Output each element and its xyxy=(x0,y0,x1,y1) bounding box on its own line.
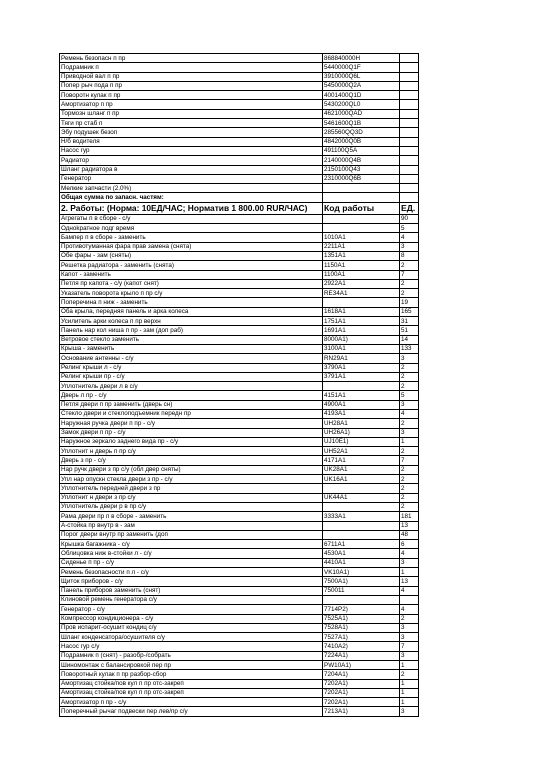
row-qty-cell xyxy=(400,174,419,183)
row-name-cell: Эбу подушек безоп xyxy=(60,128,323,137)
row-qty-cell: 19 xyxy=(400,298,419,307)
table-row xyxy=(60,661,419,670)
table-row xyxy=(60,242,419,251)
table-row xyxy=(60,233,419,242)
row-code-cell: RN29A1 xyxy=(323,354,400,363)
table-row xyxy=(60,335,419,344)
row-code-cell: PW10A1) xyxy=(323,661,400,670)
row-code-cell: 4900A1 xyxy=(323,400,400,409)
row-qty-cell: 1 xyxy=(400,661,419,670)
row-qty-cell: 1 xyxy=(400,679,419,688)
row-name-cell: Компрессор кондиционера - с/у xyxy=(60,614,323,623)
row-qty-cell: 7 xyxy=(400,456,419,465)
row-name-cell: Амортизац стойка/пов кул п пр отс-закреп xyxy=(60,679,323,688)
row-qty-cell: 165 xyxy=(400,307,419,316)
row-qty-cell xyxy=(400,146,419,155)
row-name-cell: Ветровое стекло заменить xyxy=(60,335,323,344)
row-name-cell: А-стойка пр внутр в - зам xyxy=(60,521,323,530)
row-name-cell: Сиденье п пр - с/у xyxy=(60,558,323,567)
row-code-cell: 1100A1 xyxy=(323,270,400,279)
row-qty-cell: 14 xyxy=(400,335,419,344)
row-name-cell: Панель нар кол ниша п пр - зам (доп раб) xyxy=(60,326,323,335)
row-qty-cell: 1 xyxy=(400,568,419,577)
table-row xyxy=(60,165,419,174)
table-row xyxy=(60,633,419,642)
row-name-cell: Тяги пр стаб п xyxy=(60,119,323,128)
row-name-cell: Поворотн кулак п пр xyxy=(60,91,323,100)
row-name-cell: Петля двери п пр заменить (дверь сн) xyxy=(60,400,323,409)
row-name-cell: Радиатор xyxy=(60,156,323,165)
table-row xyxy=(60,558,419,567)
table-row xyxy=(60,214,419,223)
row-qty-cell: 3 xyxy=(400,651,419,660)
row-code-cell: 4001400Q1D xyxy=(323,91,400,100)
row-qty-cell: 90 xyxy=(400,214,419,223)
table-row xyxy=(60,530,419,539)
row-qty-cell xyxy=(400,54,419,63)
row-qty-cell: 7 xyxy=(400,270,419,279)
table-row xyxy=(60,119,419,128)
row-code-cell: VK10A1) xyxy=(323,568,400,577)
row-code-cell: 3100A1 xyxy=(323,344,400,353)
table-row xyxy=(60,409,419,418)
table-row xyxy=(60,540,419,549)
row-code-cell: 4530A1 xyxy=(323,549,400,558)
row-qty-cell: 3 xyxy=(400,707,419,716)
table-row xyxy=(60,298,419,307)
row-code-cell: 4193A1 xyxy=(323,409,400,418)
row-name-cell: Приводной вал п пр xyxy=(60,72,323,81)
row-qty-cell xyxy=(400,72,419,81)
row-qty-cell: 7 xyxy=(400,642,419,651)
row-qty-cell xyxy=(400,137,419,146)
row-code-cell: 3910000Q6L xyxy=(323,72,400,81)
row-code-cell: 3333A1 xyxy=(323,512,400,521)
row-code-cell: 868840000H xyxy=(323,54,400,63)
row-qty-cell: 5 xyxy=(400,224,419,233)
row-name-cell: Шланг конденсатора/осушителя с/у xyxy=(60,633,323,642)
row-name-cell: Капот - заменить xyxy=(60,270,323,279)
table-row xyxy=(60,679,419,688)
row-qty-cell: 3 xyxy=(400,354,419,363)
row-name-cell: Уплотнитель передней двери з пр xyxy=(60,484,323,493)
row-name-cell: Указатель поворота крыло п пр с/у xyxy=(60,289,323,298)
row-name-cell: Амортизатор п пр - с/у xyxy=(60,698,323,707)
row-name-cell: Подрамник п xyxy=(60,63,323,72)
table-row xyxy=(60,521,419,530)
row-name-cell: Ремень безопасности п л - с/у xyxy=(60,568,323,577)
row-qty-cell: 8 xyxy=(400,251,419,260)
table-row xyxy=(60,614,419,623)
row-code-cell: 2140000Q4B xyxy=(323,156,400,165)
table-row xyxy=(60,456,419,465)
table-row xyxy=(60,251,419,260)
row-qty-cell: 2 xyxy=(400,372,419,381)
row-code-cell: 491100Q5A xyxy=(323,146,400,155)
table-row xyxy=(60,372,419,381)
table-row xyxy=(60,549,419,558)
table-row xyxy=(60,279,419,288)
table-row xyxy=(60,568,419,577)
table-row xyxy=(60,72,419,81)
table-row xyxy=(60,382,419,391)
row-name-cell: Шланг радиатора в xyxy=(60,165,323,174)
row-name-cell: Замок двери п пр - с/у xyxy=(60,428,323,437)
table-row xyxy=(60,595,419,604)
table-row xyxy=(60,261,419,270)
table-row xyxy=(60,156,419,165)
row-code-cell: 7213A1) xyxy=(323,707,400,716)
row-name-cell: Шиномонтаж с балансировкой пер пр xyxy=(60,661,323,670)
row-qty-cell: 2 xyxy=(400,484,419,493)
row-name-cell: Упл нар опускн стекла двери з пр - с/у xyxy=(60,475,323,484)
table-row xyxy=(60,128,419,137)
row-qty-cell: 4 xyxy=(400,605,419,614)
row-name-cell: Поворотный кулак п пр разбор-сбор xyxy=(60,670,323,679)
row-name-cell: Генератор xyxy=(60,174,323,183)
row-code-cell: 1618A1 xyxy=(323,307,400,316)
row-code-cell: UH26A1) xyxy=(323,428,400,437)
row-code-cell xyxy=(323,224,400,233)
row-code-cell: 5440000Q1F xyxy=(323,63,400,72)
row-qty-cell: ЕД. xyxy=(400,202,419,214)
table-row xyxy=(60,270,419,279)
row-name-cell: Решетка радиатора - заменить (снята) xyxy=(60,261,323,270)
row-name-cell: Наружное зеркало заднего вида пр - с/у xyxy=(60,437,323,446)
table-row xyxy=(60,493,419,502)
row-name-cell: Релинг крыши пр - с/у xyxy=(60,372,323,381)
row-name-cell: Нар ручк двери з пр с/у (обл двер сняты) xyxy=(60,465,323,474)
table-row xyxy=(60,317,419,326)
table-row xyxy=(60,688,419,697)
row-qty-cell xyxy=(400,128,419,137)
row-name-cell: Агрегаты п в сборе - с/у xyxy=(60,214,323,223)
row-code-cell: 7202A1) xyxy=(323,688,400,697)
row-qty-cell: 3 xyxy=(400,623,419,632)
row-qty-cell: 1 xyxy=(400,437,419,446)
row-name-cell: Общая сумма по запасн. частям: xyxy=(60,193,323,202)
table-row xyxy=(60,512,419,521)
table-row xyxy=(60,428,419,437)
row-qty-cell: 2 xyxy=(400,475,419,484)
row-code-cell: UH28A1 xyxy=(323,419,400,428)
row-code-cell: 8000A1) xyxy=(323,335,400,344)
row-name-cell: Ремень безопасн п пр xyxy=(60,54,323,63)
row-qty-cell: 3 xyxy=(400,242,419,251)
table-row xyxy=(60,651,419,660)
table-row xyxy=(60,698,419,707)
table-row xyxy=(60,447,419,456)
row-code-cell xyxy=(323,595,400,604)
row-name-cell: Усилитель арки колеса п пр верхн xyxy=(60,317,323,326)
row-qty-cell: 2 xyxy=(400,419,419,428)
row-name-cell: Подрамник п (снят) - разобр-/собрать xyxy=(60,651,323,660)
row-code-cell: UK16A1 xyxy=(323,475,400,484)
row-name-cell: Поперечина п ниж - заменить xyxy=(60,298,323,307)
row-name-cell: Крыша - заменить xyxy=(60,344,323,353)
row-name-cell: Панель приборов заменить (снят) xyxy=(60,586,323,595)
row-qty-cell: 6 xyxy=(400,540,419,549)
table-row xyxy=(60,202,419,214)
row-name-cell: Обе фары - зам (сняты) xyxy=(60,251,323,260)
row-code-cell: UK28A1 xyxy=(323,465,400,474)
row-name-cell: Уплотнит н дверь п пр с/у xyxy=(60,447,323,456)
row-code-cell xyxy=(323,502,400,511)
row-code-cell: UH52A1 xyxy=(323,447,400,456)
row-qty-cell xyxy=(400,184,419,193)
row-name-cell: Крышка багажника - с/у xyxy=(60,540,323,549)
row-code-cell: 2922A1 xyxy=(323,279,400,288)
row-qty-cell: 4 xyxy=(400,549,419,558)
table-row xyxy=(60,354,419,363)
row-qty-cell: 1 xyxy=(400,698,419,707)
row-qty-cell: 5 xyxy=(400,391,419,400)
row-qty-cell: 2 xyxy=(400,670,419,679)
table-row xyxy=(60,344,419,353)
row-qty-cell: 3 xyxy=(400,400,419,409)
row-name-cell: Одноkратное подг время xyxy=(60,224,323,233)
table-row xyxy=(60,146,419,155)
table-row xyxy=(60,484,419,493)
row-qty-cell: 133 xyxy=(400,344,419,353)
row-code-cell: 3790A1 xyxy=(323,363,400,372)
row-name-cell: Попер рыч пода п пр xyxy=(60,81,323,90)
row-code-cell xyxy=(323,298,400,307)
table-row xyxy=(60,100,419,109)
row-name-cell: 2. Работы: (Норма: 10ЕД/ЧАС; Норматив 1 800.00 RUR/ЧАС) xyxy=(60,202,323,214)
row-name-cell: Петля пр капота - с/у (капот снят) xyxy=(60,279,323,288)
row-code-cell: Код работы xyxy=(323,202,400,214)
row-qty-cell: 2 xyxy=(400,465,419,474)
row-code-cell: 7500A1) xyxy=(323,577,400,586)
table-row xyxy=(60,81,419,90)
row-code-cell xyxy=(323,484,400,493)
row-code-cell xyxy=(323,530,400,539)
table-row xyxy=(60,326,419,335)
table-row xyxy=(60,623,419,632)
row-code-cell: 4842000Q0B xyxy=(323,137,400,146)
row-qty-cell: 2 xyxy=(400,614,419,623)
row-qty-cell xyxy=(400,595,419,604)
row-code-cell xyxy=(323,382,400,391)
row-code-cell: 7202A1) xyxy=(323,698,400,707)
row-name-cell: Н/б водителя xyxy=(60,137,323,146)
table-row xyxy=(60,400,419,409)
table-row xyxy=(60,193,419,202)
row-qty-cell: 2 xyxy=(400,382,419,391)
row-code-cell: 7224A1) xyxy=(323,651,400,660)
row-qty-cell xyxy=(400,156,419,165)
table-row xyxy=(60,475,419,484)
row-name-cell: Насос гур xyxy=(60,146,323,155)
row-name-cell: Поперечный рычаг подвески пер лев/пр с/у xyxy=(60,707,323,716)
row-code-cell: 7202A1) xyxy=(323,679,400,688)
row-name-cell: Насос гур с/у xyxy=(60,642,323,651)
row-name-cell: Пров испарит-осушит кондиц с/у xyxy=(60,623,323,632)
row-qty-cell xyxy=(400,193,419,202)
row-name-cell: Дверь з пр - с/у xyxy=(60,456,323,465)
table-row xyxy=(60,586,419,595)
table-row xyxy=(60,184,419,193)
table-row xyxy=(60,307,419,316)
row-qty-cell: 31 xyxy=(400,317,419,326)
row-code-cell: 7410A2) xyxy=(323,642,400,651)
row-name-cell: Стекло двери и стеклоподъемник передн пр xyxy=(60,409,323,418)
row-name-cell: Порог двери внутр пр заменить (доп xyxy=(60,530,323,539)
table-row xyxy=(60,502,419,511)
row-code-cell: 2150100Q43 xyxy=(323,165,400,174)
row-qty-cell xyxy=(400,63,419,72)
row-qty-cell: 3 xyxy=(400,558,419,567)
row-qty-cell: 2 xyxy=(400,279,419,288)
row-code-cell: UK44A1 xyxy=(323,493,400,502)
row-qty-cell xyxy=(400,91,419,100)
row-name-cell: Противотуманная фара прав замена (снята) xyxy=(60,242,323,251)
table-row xyxy=(60,91,419,100)
table-row xyxy=(60,605,419,614)
table-row xyxy=(60,363,419,372)
row-code-cell: 5450000Q2A xyxy=(323,81,400,90)
table-row xyxy=(60,707,419,716)
row-qty-cell: 2 xyxy=(400,261,419,270)
row-name-cell: Основание антенны - с/у xyxy=(60,354,323,363)
row-code-cell: 1691A1 xyxy=(323,326,400,335)
row-name-cell: Рама двери пр п в сборе - заменить xyxy=(60,512,323,521)
row-qty-cell: 13 xyxy=(400,577,419,586)
row-code-cell: 3791A1 xyxy=(323,372,400,381)
table-row xyxy=(60,289,419,298)
table-row xyxy=(60,109,419,118)
table-row xyxy=(60,670,419,679)
table-row xyxy=(60,419,419,428)
table-row xyxy=(60,437,419,446)
row-code-cell: RE34A1 xyxy=(323,289,400,298)
row-name-cell: Оба крыла, передняя панель и арка колеса xyxy=(60,307,323,316)
row-code-cell: 1351A1 xyxy=(323,251,400,260)
row-qty-cell: 2 xyxy=(400,363,419,372)
row-qty-cell xyxy=(400,109,419,118)
table-row xyxy=(60,174,419,183)
row-name-cell: Бампер п в сборе - заменить xyxy=(60,233,323,242)
row-name-cell: Облицовка ниж в-стойки л - с/у xyxy=(60,549,323,558)
table-row xyxy=(60,224,419,233)
row-code-cell: 7527A1) xyxy=(323,633,400,642)
parts-works-table xyxy=(59,53,419,717)
row-code-cell: 2310000Q6B xyxy=(323,174,400,183)
row-name-cell: Уплотнитель двери л в с/у xyxy=(60,382,323,391)
row-name-cell: Тормозн шланг п пр xyxy=(60,109,323,118)
table-row xyxy=(60,642,419,651)
row-name-cell: Амортизац стойка/пов кул п пр отс-закреп xyxy=(60,688,323,697)
table-row xyxy=(60,63,419,72)
table-row xyxy=(60,54,419,63)
row-code-cell: 7204A1) xyxy=(323,670,400,679)
row-qty-cell: 13 xyxy=(400,521,419,530)
row-name-cell: Клиновой ремень генератора с/у xyxy=(60,595,323,604)
row-name-cell: Мелкие запчасти (2.0%) xyxy=(60,184,323,193)
row-name-cell: Релинг крыши л - с/у xyxy=(60,363,323,372)
row-qty-cell: 4 xyxy=(400,409,419,418)
row-qty-cell: 3 xyxy=(400,633,419,642)
row-code-cell: 1010A1 xyxy=(323,233,400,242)
row-code-cell: 750011 xyxy=(323,586,400,595)
row-code-cell: 4410A1 xyxy=(323,558,400,567)
row-code-cell: 5461600Q1B xyxy=(323,119,400,128)
row-code-cell: UJ10E1) xyxy=(323,437,400,446)
row-code-cell: 4621000QAD xyxy=(323,109,400,118)
row-code-cell: 2211A1 xyxy=(323,242,400,251)
row-name-cell: Уплотнитель двери р в пр с/у xyxy=(60,502,323,511)
row-qty-cell xyxy=(400,165,419,174)
row-name-cell: Генератор - с/у xyxy=(60,605,323,614)
row-code-cell: 7714P2) xyxy=(323,605,400,614)
row-code-cell: 5430200QL0 xyxy=(323,100,400,109)
row-qty-cell: 1 xyxy=(400,688,419,697)
row-qty-cell: 2 xyxy=(400,493,419,502)
table-row xyxy=(60,391,419,400)
row-code-cell xyxy=(323,184,400,193)
row-name-cell: Наружная ручка двери п пр - с/у xyxy=(60,419,323,428)
row-qty-cell: 181 xyxy=(400,512,419,521)
row-code-cell xyxy=(323,521,400,530)
row-qty-cell xyxy=(400,81,419,90)
row-code-cell xyxy=(323,214,400,223)
table-row xyxy=(60,137,419,146)
row-name-cell: Уплотнит н двери з пр с/у xyxy=(60,493,323,502)
row-name-cell: Амортизатор п пр xyxy=(60,100,323,109)
row-qty-cell: 48 xyxy=(400,530,419,539)
row-code-cell: 285560QQ3D xyxy=(323,128,400,137)
row-qty-cell: 2 xyxy=(400,289,419,298)
table-row xyxy=(60,577,419,586)
row-code-cell: 6711A1 xyxy=(323,540,400,549)
row-qty-cell: 51 xyxy=(400,326,419,335)
table-body xyxy=(60,54,419,717)
row-name-cell: Щиток приборов - с/у xyxy=(60,577,323,586)
row-code-cell: 7528A1) xyxy=(323,623,400,632)
row-qty-cell: 4 xyxy=(400,586,419,595)
row-code-cell: 7525A1) xyxy=(323,614,400,623)
row-qty-cell: 3 xyxy=(400,428,419,437)
row-code-cell: 4151A1 xyxy=(323,391,400,400)
row-qty-cell: 4 xyxy=(400,233,419,242)
row-qty-cell xyxy=(400,100,419,109)
row-code-cell: 1150A1 xyxy=(323,261,400,270)
row-name-cell: Дверь л пр - с/у xyxy=(60,391,323,400)
row-code-cell xyxy=(323,193,400,202)
row-qty-cell: 2 xyxy=(400,447,419,456)
table-row xyxy=(60,465,419,474)
row-qty-cell xyxy=(400,119,419,128)
row-code-cell: 1751A1 xyxy=(323,317,400,326)
row-code-cell: 4171A1 xyxy=(323,456,400,465)
row-qty-cell: 2 xyxy=(400,502,419,511)
